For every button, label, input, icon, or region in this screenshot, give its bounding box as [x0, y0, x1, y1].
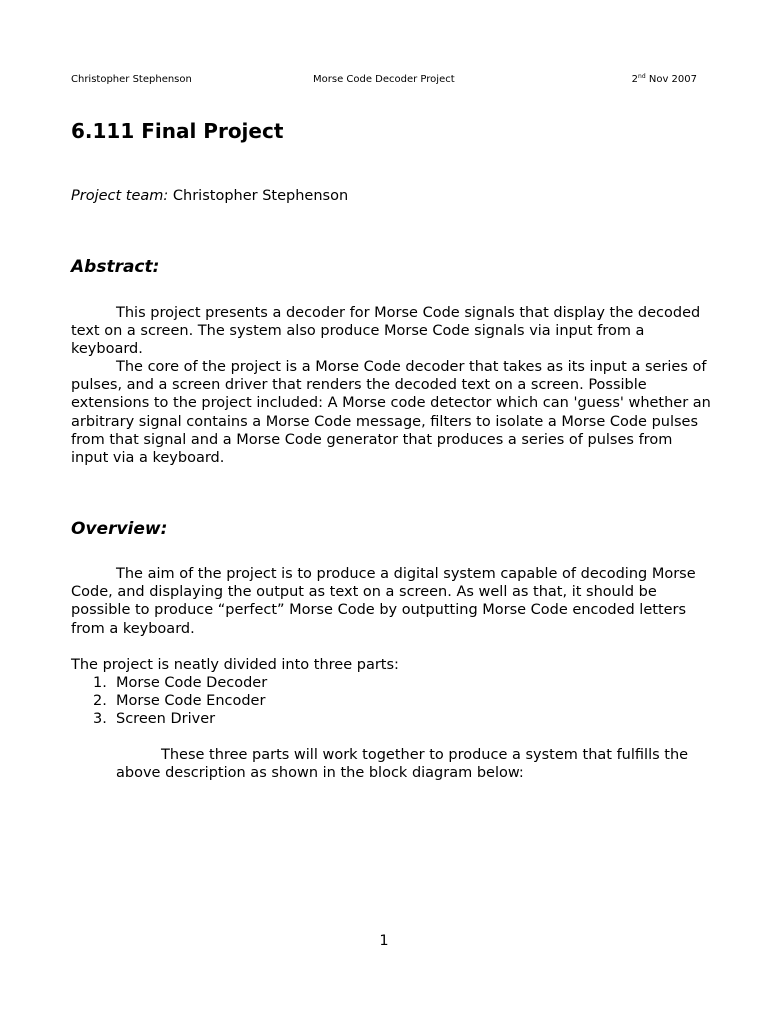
header-date-suffix: nd — [638, 73, 646, 80]
header-project: Morse Code Decoder Project — [313, 74, 455, 85]
project-team-label: Project team: — [71, 188, 169, 204]
abstract-paragraph-1-text: This project presents a decoder for Morse Code signals that display the decoded text on a screen. The system also produce Morse Code signals via input from a keyboard. — [71, 305, 701, 358]
document-title: 6.111 Final Project — [71, 119, 284, 143]
overview-paragraph-1-text: The aim of the project is to produce a digital system capable of decoding Morse Code, and displaying the output as text on a screen. As well as that, it should be possible to produce “perfect” Morse Code by outputting Morse Code encoded letters from a keyboard. — [71, 566, 696, 637]
project-team-name: Christopher Stephenson — [168, 188, 349, 204]
abstract-heading: Abstract: — [71, 257, 160, 277]
project-team — [71, 187, 348, 205]
list-item — [71, 674, 267, 692]
abstract-paragraph-2 — [71, 358, 711, 467]
header-date — [632, 73, 697, 87]
list-item-label: Morse Code Encoder — [116, 693, 266, 710]
header-date-day: 2 — [631, 74, 639, 85]
page-number: 1 — [379, 933, 389, 949]
overview-closing — [116, 746, 716, 782]
list-item-number: 1. — [93, 675, 107, 691]
overview-paragraph-1 — [71, 565, 711, 638]
list-item — [71, 692, 267, 710]
header-author: Christopher Stephenson — [71, 74, 192, 85]
list-item-number: 3. — [93, 711, 107, 728]
abstract-paragraph-1 — [71, 304, 711, 359]
header-date-rest: Nov 2007 — [645, 74, 697, 85]
list-item-number: 2. — [93, 693, 107, 710]
overview-paragraph-2: The project is neatly divided into three parts: — [71, 657, 399, 673]
page-header — [71, 73, 697, 87]
abstract-paragraph-2-text: The core of the project is a Morse Code decoder that takes as its input a series of pulses, and a screen driver that renders the decoded text on a screen. Possible extensions to the project included: A Morse code detector which can 'guess' whether an arbitrary signal contains a Morse Code message, filters to isolate a Morse Code pulses from that signal and a Morse Code generator that produces a series of pulses from input via a keyboard. — [71, 359, 711, 467]
parts-list — [71, 674, 267, 729]
overview-heading: Overview: — [71, 519, 168, 539]
list-item — [71, 710, 267, 728]
list-item-label: Morse Code Decoder — [116, 675, 268, 691]
overview-closing-text: These three parts will work together to produce a system that fulfills the above description as shown in the block diagram below: — [116, 747, 689, 782]
list-item-label: Screen Driver — [116, 711, 216, 728]
